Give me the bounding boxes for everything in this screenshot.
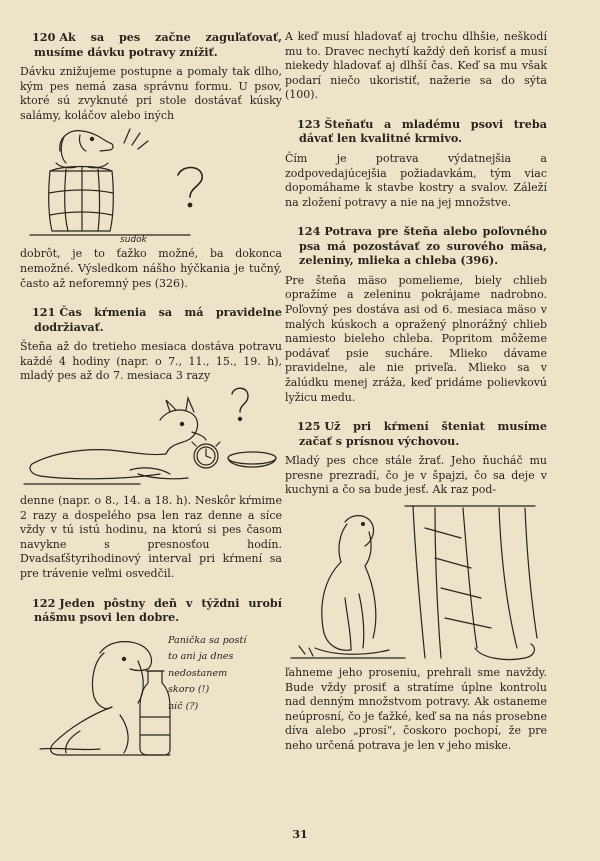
illustration-dog-clock: [20, 384, 282, 494]
paragraph-120-continued: A keď musí hladovať aj trochu dlhšie, neškodí mu to. Dravec nechytí každý deň korisť a musí niekedy hladovať aj dlhší čas. Keď sa mu však podarí niečo ukoristiť, nažerie sa do sýta (100).: [285, 30, 547, 102]
paragraph-120-a: Dávku znižujeme postupne a pomaly tak dlho, kým pes nemá zasa správnu formu. U psov, ktoré sú zvyknuté pri stole dostávať kúsky salámy, koláčov alebo iných: [20, 65, 282, 122]
paragraph-125-a: Mladý pes chce stále žrať. Jeho ňucháč mu presne prezradí, čo je v špajzi, čo sa deje v kuchyni a čo sa bude jesť. Ak raz pod-: [285, 454, 547, 497]
paragraph-124: Pre šteňa mäso pomelieme, biely chlieb opražíme a zeleninu pokrájame nadrobno. Poľovný pes dostáva asi od 6. mesiaca mäso v malých kúskoch a opražený plnorážný chlieb namiesto bieleho chleba. Popritom môžeme podávať psie sucháre. Mlieko dávame pravidelne, ale nie priveľa. Mlieko sa v žalúdku menej zráža, keď pridáme polievkovú lyžicu medu.: [285, 273, 547, 404]
illustration-dog-bottle: [20, 631, 282, 761]
dog-thought-bubble: Panička sa postí to ani ja dnes nedostanem skoro (!) nič (?): [168, 634, 247, 712]
paragraph-121-b: denne (napr. o 8., 14. a 18. h). Neskôr kŕmime 2 razy a dospelého psa len raz denne a síce vždy v tú istú hodinu, na ktorú si pes časom navykne s presnosťou hodín. Dvadsaťštyrihodinový interval pri kŕmení sa pre trávenie veľmi osvedčil.: [20, 493, 282, 580]
left-column: [20, 30, 282, 761]
page-number: 31: [292, 828, 308, 841]
dog-with-clock-drawing: [20, 384, 282, 494]
paragraph-125-b: ľahneme jeho proseniu, prehrali sme navždy. Bude vždy prosiť a stratíme úplne kontrolu nad denným množstvom potravy. Ak ostaneme neúprosní, čo je ťažké, keď sa na nás prosebne díva alebo „prosí“, čoskoro pochopí, že pre neho určená potrava je len v jeho miske.: [285, 665, 547, 752]
heading-125: 125 Už pri kŕmení šteniat musíme začať s prísnou výchovou.: [297, 419, 547, 448]
heading-122: 122 Jeden pôstny deň v týždni urobí nášmu psovi len dobre.: [32, 595, 282, 624]
paragraph-120-b: dobrôt, je to ťažko možné, ba dokonca nemožné. Výsledkom nášho hýčkania je tučný, často až neforemný pes (326).: [20, 247, 282, 290]
heading-121: 121 Čas kŕmenia sa má pravidelne dodržiavať.: [32, 305, 282, 334]
caption-sudok: sudok: [120, 235, 147, 246]
illustration-dog-barrel: [20, 123, 282, 247]
paragraph-121-a: Šteňa až do tretieho mesiaca dostáva potravu každé 4 hodiny (napr. o 7., 11., 15., 19. h), mladý pes až do 7. mesiaca 3 razy: [20, 340, 282, 383]
heading-120: 120 Ak sa pes začne zaguľaťovať, musíme dávku potravy znížiť.: [32, 30, 282, 59]
illustration-puppy-begging: [285, 498, 547, 666]
paragraph-123: Čím je potrava výdatnejšia a zodpovedajúcejšia požiadavkám, tým viac dopomáhame k stavbe kostry a svalov. Záleží na zložení potravy a nie na jej množstve.: [285, 151, 547, 209]
heading-124: 124 Potrava pre šteňa alebo poľovného psa má pozostávať zo surového mäsa, zeleniny, mlieka a chleba (396).: [297, 224, 547, 268]
dog-in-barrel-drawing: [20, 123, 282, 247]
puppy-begging-drawing: [285, 498, 547, 666]
heading-123: 123 Šteňaťu a mladému psovi treba dávať len kvalitné krmivo.: [297, 116, 547, 146]
right-column: [285, 30, 547, 754]
